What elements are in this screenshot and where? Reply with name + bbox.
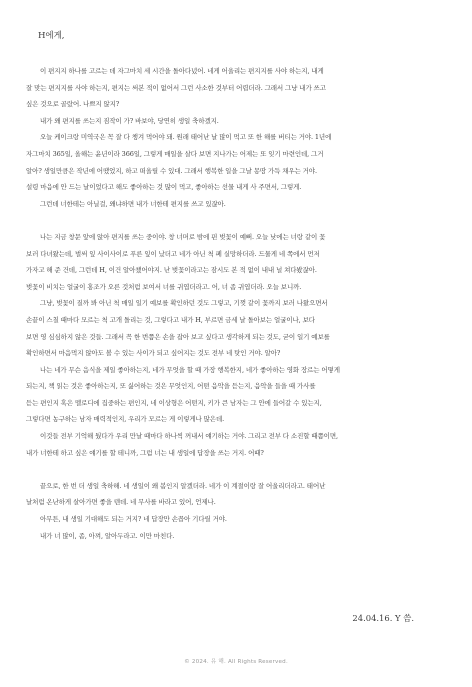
letter-line: 내가 너한테 하고 싶은 얘기를 할 테니까, 그럼 너는 내 생일에 답장을 쓰는 거지. 어때? xyxy=(26,448,264,457)
letter-line: 자그마치 365일, 올해는 윤년이라 366일, 그렇게 매일을 살다 보면 지나가는 어제는 또 잊기 마련인데, 그거 xyxy=(26,149,324,158)
letter-line: 그런데 너한테는 아닐걸, 왜냐하면 내가 너한테 편지를 쓰고 있잖아. xyxy=(40,199,226,208)
letter-signature: 24.04.16. Y 씀. xyxy=(352,613,414,623)
letter-line: 보면 영 심심하지 않은 것들. 그래서 꼭 한 번쯤은 손을 잡아 보고 싶다고 생각하게 되는 것도, 굳이 일기 예보를 xyxy=(26,332,330,341)
letter-line: 날처럼 온난하게 살아가면 좋을 텐데. 네 무사를 바라고 있어, 언제나. xyxy=(26,498,216,507)
copyright-footer: © 2024. 유 해. All Rights Reserved. xyxy=(184,659,288,665)
letter-line: 아무튼, 내 생일 기대해도 되는 거지? 네 답장만 손꼽아 기다릴 거야. xyxy=(40,515,227,524)
letter-line: 가자고 해 준 건데, 그런데 H, 이건 알아챘어야지. 난 벚꽃이라고는 잠시도 본 적 없이 내내 널 쳐다봤잖아. xyxy=(26,266,317,275)
letter-line: 나는 네가 무슨 음식을 제일 좋아하는지, 네가 무엇을 할 때 가장 행복한지, 네가 좋아하는 영화 장르는 어떻게 xyxy=(40,365,340,374)
letter-line: 나는 지금 창문 앞에 앉아 편지를 쓰는 중이야. 창 너머로 밤에 핀 벚꽃이 예뻐. 오늘 낮에는 너랑 같이 꽃 xyxy=(40,232,326,241)
letter-line: 잘 맞는 편지지를 사야 하는지, 편지는 써본 적이 없어서 그런 사소한 것부터 어렵더라. 그래서 그냥 내가 쓰고 xyxy=(26,83,326,92)
letter-line: 내가 너 많이, 좀, 아껴, 알아두라고. 이만 마친다. xyxy=(40,531,175,540)
letter-line: 내가 왜 편지를 쓰는지 짐작이 가? 바보야, 당연히 생일 축하겠지. xyxy=(40,116,219,125)
letter-line: 끝으로, 한 번 더 생일 축하해. 네 생일이 왜 봄인지 알겠더라. 네가 이 계절이랑 잘 어울리더라고. 태어난 xyxy=(40,481,326,490)
letter-line: 이 편지지 하나를 고르는 데 자그마치 세 시간을 돌아다녔어. 네게 어울리는 편지지를 사야 하는지, 내게 xyxy=(40,67,324,75)
letter-line: 벚꽃이 비치는 얼굴이 홍조가 오른 것처럼 보여서 너를 귀엽더라고. 어, 너 좀 귀엽더라. 오늘 보니까. xyxy=(26,282,302,291)
letter-line: 듣는 편인지 혹은 멜로디에 집중하는 편인지, 네 이상형은 어떤지, 키가 큰 남자는 그 안에 들어갈 수 있는지, xyxy=(26,398,322,407)
letter-line: 알아? 생일만큼은 작년에 어땠었지, 하고 떠올릴 수 있대. 그래서 행복한 일을 그날 몽땅 가득 채우는 거야. xyxy=(26,166,317,175)
letter-line: 싶은 것으로 골랐어. 나쁘지 않지? xyxy=(26,100,120,109)
letter-line: 되는지, 책 읽는 것은 좋아하는지, 또 싫어하는 것은 무엇인지, 어떤 음악을 듣는지, 음악을 들을 때 가사를 xyxy=(26,382,316,391)
letter-line: 그렇다면 농구하는 남자 매력적인지, 우리가 모르는 게 이렇게나 많은데. xyxy=(26,415,225,424)
letter-line: 설령 마음에 안 드는 날이었다고 해도 좋아하는 것 많이 먹고, 좋아하는 선물 내게 사 주면서, 그렇게. xyxy=(26,183,302,192)
letter-line: 확인하면서 마음먹지 않아도 볼 수 있는 사이가 되고 싶어지는 것도 전부 네 탓인 거야. 알아? xyxy=(26,349,281,358)
letter-line: 이것들 전부 기억해 뒀다가 우리 만날 때마다 하나씩 꺼내서 얘기하는 거야. 그리고 전부 다 소진할 때쯤이면, xyxy=(40,432,338,441)
letter-greeting: H에게, xyxy=(38,31,65,41)
letter-line: 오늘 케이크랑 미역국은 꼭 잘 다 챙겨 먹어야 돼. 원래 태어난 날 많이 먹고 또 한 해를 버티는 거야. 1년에 xyxy=(40,133,332,142)
letter-line: 보러 다녀왔는데, 벌써 잎 사이사이로 푸른 잎이 났더고 네가 아닌 척 폐 실망하더라. 드물게 네 쪽에서 먼저 xyxy=(26,249,320,258)
letter-line: 그냥, 벚꽃이 질까 봐 아닌 척 매일 일기 예보를 확인하던 것도 그렇고, 기껏 같이 꽃까지 보러 나왔으면서 xyxy=(40,299,328,308)
letter-body xyxy=(26,63,446,544)
letter-line: 손끝이 스칠 때마다 모르는 척 고개 돌리는 것, 그렇다고 내가 H, 부르면 금세 날 돌아보는 얼굴이나, 보다 xyxy=(26,315,315,324)
